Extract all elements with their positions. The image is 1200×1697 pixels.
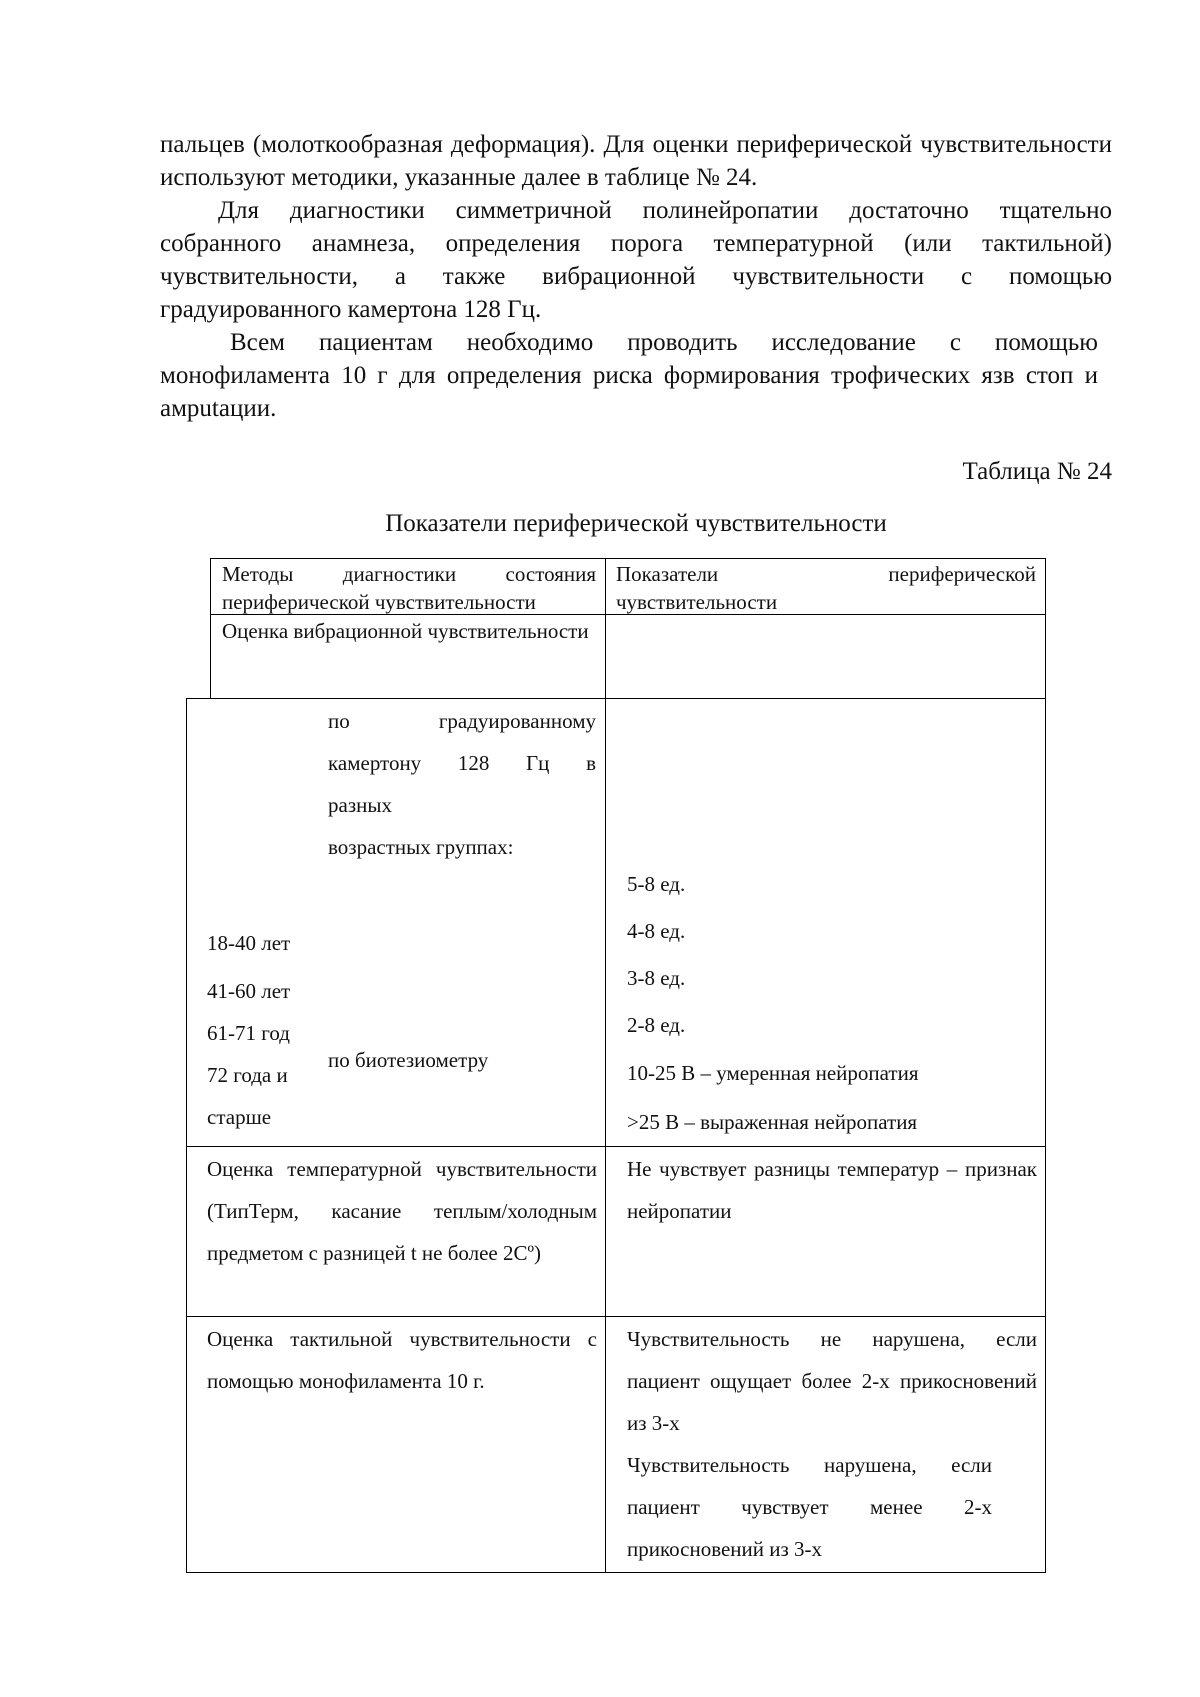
paragraph-1: пальцев (молоткообразная деформация). Для оценки периферической чувствительности используют методики, указанные далее в таблице № 24. [160, 131, 1112, 191]
table-number: Таблица № 24 [962, 458, 1112, 485]
tuning-fork-line: возрастных группах: [328, 835, 514, 859]
age-group: 72 года и [207, 1063, 288, 1087]
biothesiometer-method: по биотезиометру [328, 1048, 489, 1072]
tactile-method: Оценка тактильной чувствительности с помощью монофиламента 10 г. [207, 1327, 597, 1393]
temperature-result: Не чувствует разницы температур – признак нейропатии [627, 1157, 1037, 1223]
age-group: 61-71 год [207, 1021, 290, 1045]
vibration-label: Оценка вибрационной чувствительности [222, 619, 589, 643]
header-methods: Методы диагностики состояния периферической чувствительности [222, 562, 596, 614]
header-indicators: Показатели периферической чувствительности [616, 562, 1036, 614]
paragraph-2: Для диагностики симметричной полинейропатии достаточно тщательно собранного анамнеза, определения порога температурной (или тактильной) чувствительности, а также вибрационной чувствительности с помощью градуированного камертона 128 Гц. [160, 197, 1112, 323]
vibration-value: 4-8 ед. [627, 919, 686, 943]
table-title: Показатели периферической чувствительности [385, 510, 887, 537]
vibration-value: >25 В – выраженная нейропатия [627, 1110, 918, 1134]
age-group: 18-40 лет [207, 931, 291, 955]
tactile-result-normal: Чувствительность не нарушена, если пациент ощущает более 2-х прикосновений из 3-х [627, 1327, 1037, 1435]
age-group: старше [207, 1105, 272, 1129]
tuning-fork-line: камертону 128 Гц в [328, 751, 596, 775]
tactile-result-impaired: Чувствительность нарушена, если пациент чувствует менее 2-х прикосновений из 3-х [627, 1453, 992, 1561]
vibration-value: 2-8 ед. [627, 1013, 686, 1037]
vibration-value: 3-8 ед. [627, 966, 686, 990]
vibration-value: 10-25 В – умеренная нейропатия [627, 1061, 919, 1085]
age-group: 41-60 лет [207, 979, 291, 1003]
tuning-fork-method [328, 700, 596, 868]
tuning-fork-line: по градуированному [328, 709, 596, 733]
temperature-method: Оценка температурной чувствительности (ТипТерм, касание теплым/холодным предметом с разницей t не более 2Сº) [207, 1157, 597, 1265]
vibration-value: 5-8 ед. [627, 872, 686, 896]
paragraph-3: Всем пациентам необходимо проводить исследование с помощью монофиламента 10 г для определения риска формирования трофических язв стоп и амputации. [160, 329, 1098, 422]
tuning-fork-line: разных [328, 793, 392, 817]
